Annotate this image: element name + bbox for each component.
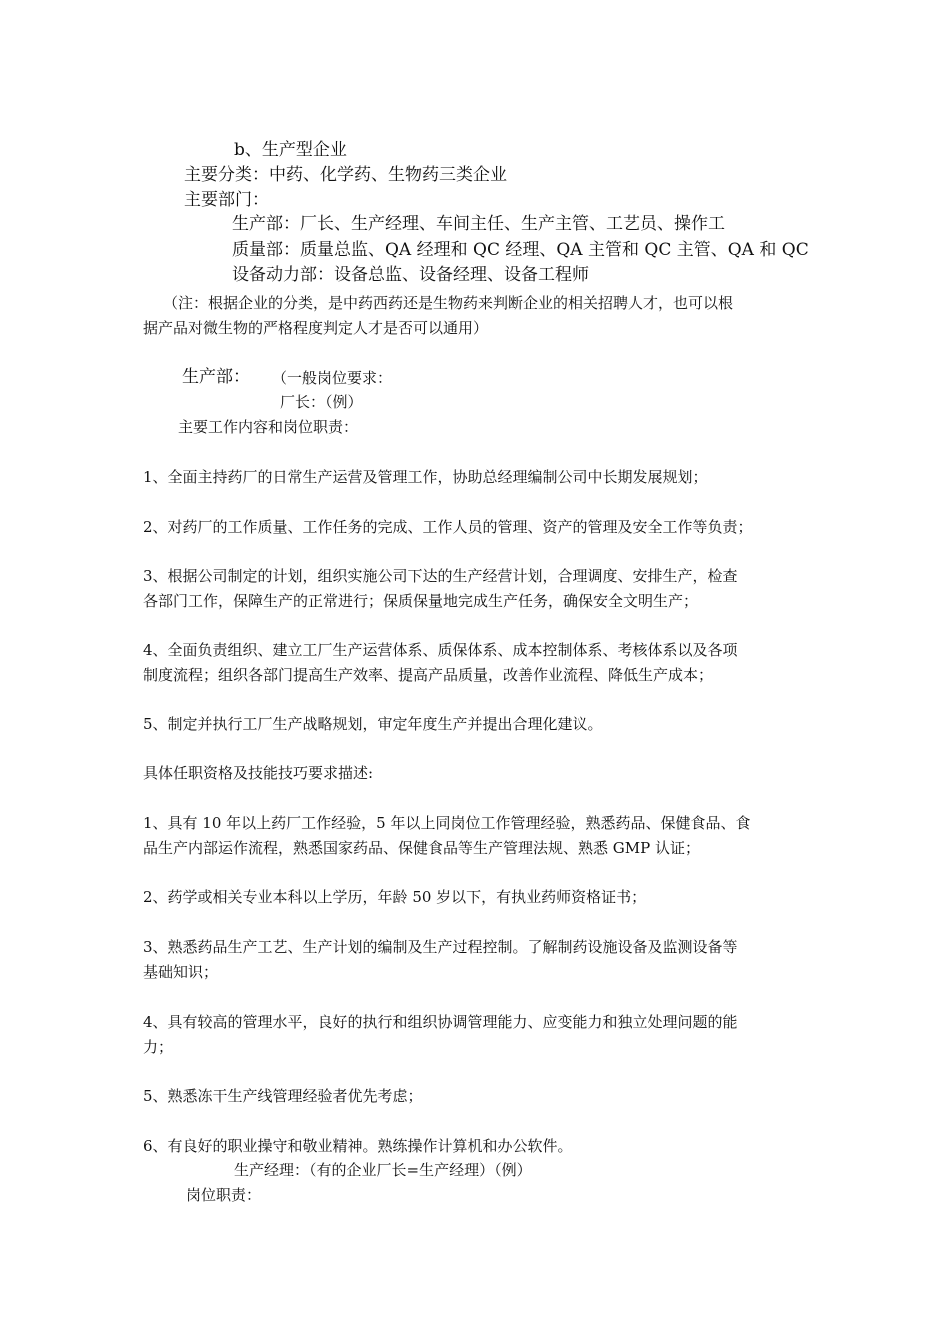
duty-item: 2、对药厂的工作质量、工作任务的完成、工作人员的管理、资产的管理及安全工作等负责； — [143, 518, 753, 536]
qualification-item: 6、有良好的职业操守和敬业精神。熟练操作计算机和办公软件。 — [143, 1137, 573, 1155]
qualification-item-continued: 基础知识； — [143, 963, 219, 981]
duty-item-continued: 制度流程；组织各部门提高生产效率、提高产品质量，改善作业流程、降低生产成本； — [143, 666, 714, 684]
department-line-equipment: 设备动力部：设备总监、设备经理、设备工程师 — [232, 265, 589, 285]
qualification-item: 1、具有 10 年以上药厂工作经验，5 年以上同岗位工作管理经验，熟悉药品、保健食品、食 — [143, 814, 751, 832]
duty-item: 3、根据公司制定的计划，组织实施公司下达的生产经营计划，合理调度、安排生产，检查 — [143, 567, 738, 585]
categories-line: 主要分类：中药、化学药、生物药三类企业 — [184, 165, 507, 185]
qualification-item: 4、具有较高的管理水平，良好的执行和组织协调管理能力、应变能力和独立处理问题的能 — [143, 1013, 738, 1031]
general-requirements: （一般岗位要求： — [272, 369, 393, 387]
duty-item: 5、制定并执行工厂生产战略规划，审定年度生产并提出合理化建议。 — [143, 715, 603, 733]
duties-heading: 主要工作内容和岗位职责： — [178, 418, 359, 436]
department-line-production: 生产部：厂长、生产经理、车间主任、生产主管、工艺员、操作工 — [232, 214, 725, 234]
note-line-1: （注：根据企业的分类，是中药西药还是生物药来判断企业的相关招聘人才，也可以根 — [163, 294, 734, 312]
duty-item: 4、全面负责组织、建立工厂生产运营体系、质保体系、成本控制体系、考核体系以及各项 — [143, 641, 738, 659]
qualifications-heading: 具体任职资格及技能技巧要求描述: — [143, 764, 374, 782]
job-duties-label: 岗位职责： — [186, 1186, 262, 1204]
factory-director-title: 厂长：（例） — [280, 393, 363, 411]
duty-item-continued: 各部门工作，保障生产的正常进行；保质保量地完成生产任务，确保安全文明生产； — [143, 592, 699, 610]
department-line-quality: 质量部：质量总监、QA 经理和 QC 经理、QA 主管和 QC 主管、QA 和 QC — [232, 240, 809, 260]
qualification-item: 5、熟悉冻干生产线管理经验者优先考虑； — [143, 1087, 423, 1105]
qualification-item-continued: 品生产内部运作流程，熟悉国家药品、保健食品等生产管理法规、熟悉 GMP 认证； — [143, 839, 700, 857]
production-manager-title: 生产经理：（有的企业厂长=生产经理）（例） — [234, 1161, 532, 1179]
section-heading: b、生产型企业 — [234, 140, 347, 160]
duty-item: 1、全面主持药厂的日常生产运营及管理工作，协助总经理编制公司中长期发展规划； — [143, 468, 708, 486]
qualification-item: 2、药学或相关专业本科以上学历，年龄 50 岁以下，有执业药师资格证书； — [143, 888, 647, 906]
note-line-2: 据产品对微生物的严格程度判定人才是否可以通用） — [143, 319, 489, 337]
departments-label: 主要部门： — [184, 190, 269, 210]
production-dept-label: 生产部： — [182, 367, 250, 387]
qualification-item-continued: 力； — [143, 1038, 174, 1056]
qualification-item: 3、熟悉药品生产工艺、生产计划的编制及生产过程控制。了解制药设施设备及监测设备等 — [143, 938, 738, 956]
